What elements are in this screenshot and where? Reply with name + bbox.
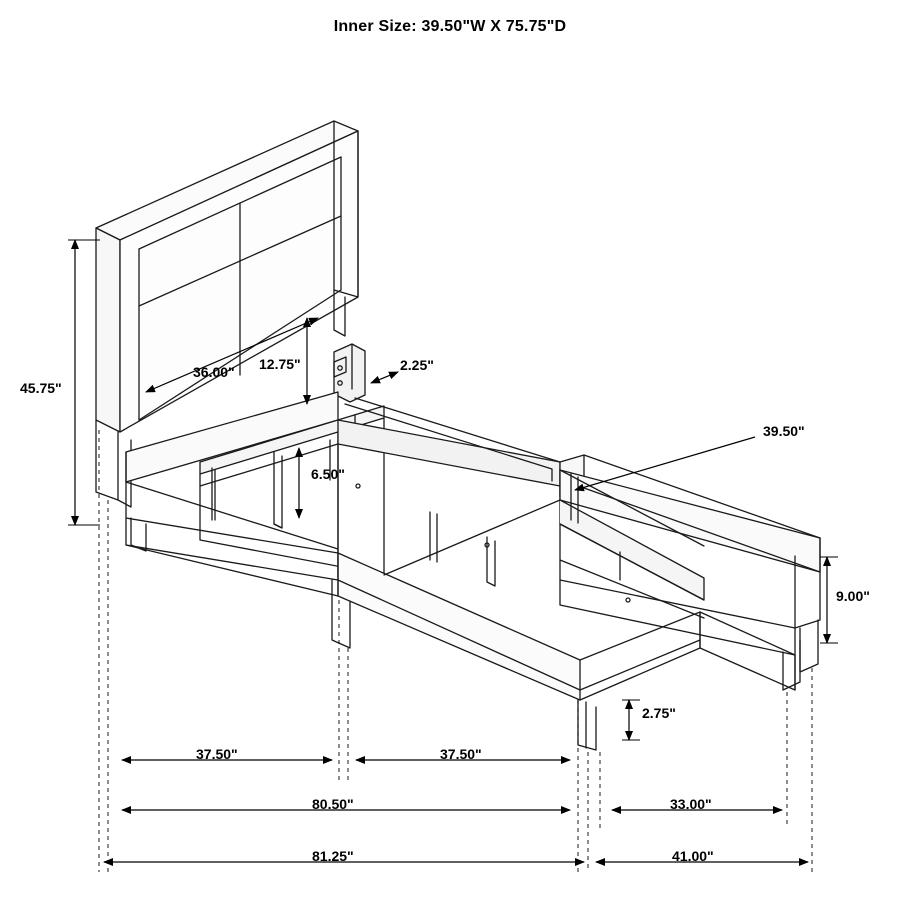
dimension-label-overall-height: 45.75" <box>20 380 62 396</box>
page-title: Inner Size: 39.50"W X 75.75"D <box>333 18 567 35</box>
dimension-label-segment-left: 37.50" <box>196 746 238 762</box>
dimension-label-headboard-clearance: 12.75" <box>259 356 301 372</box>
dimension-label-segment-right: 37.50" <box>440 746 482 762</box>
dimension-label-rail-offset: 2.25" <box>400 357 434 373</box>
dimension-label-headboard-width: 36.00" <box>193 364 235 380</box>
dimension-label-leg-height: 2.75" <box>642 705 676 721</box>
dimension-label-slat-height: 6.50" <box>311 466 345 482</box>
dimension-label-inner-width: 39.50" <box>763 423 805 439</box>
bed-outline <box>96 121 820 750</box>
dimension-label-length-overall: 81.25" <box>312 848 354 864</box>
dimension-label-length-inner: 80.50" <box>312 796 354 812</box>
dimension-label-depth-inner: 33.00" <box>670 796 712 812</box>
dimension-label-side-rail-height: 9.00" <box>836 588 870 604</box>
dimension-label-depth-overall: 41.00" <box>672 848 714 864</box>
